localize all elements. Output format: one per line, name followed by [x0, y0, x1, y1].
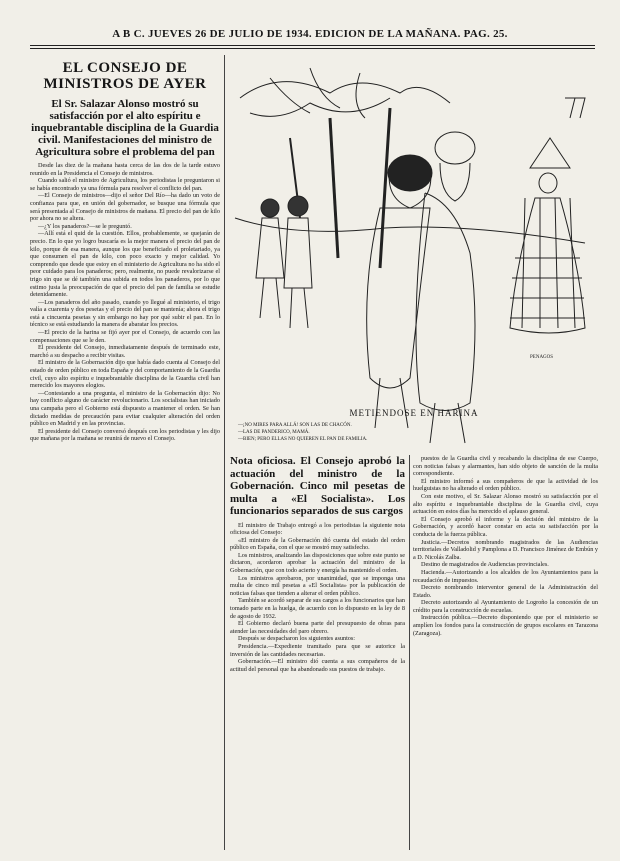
article-paragraph: Decreto autorizando al Ayuntamiento de Logroño la concesión de un crédito para la construcción de escuelas. [413, 599, 598, 614]
article-paragraph: puestos de la Guardia civil y recabando la disciplina de ese Cuerpo, con noticias falsas y alarmantes, han sido objeto de sanción de la multa correspondiente. [413, 455, 598, 478]
article-paragraph: El ministro de Trabajo entregó a los periodistas la siguiente nota oficiosa del Consejo: [230, 521, 405, 537]
article-paragraph: El Gobierno declaró buena parte del presupuesto de obras para atender las necesidades del paro obrero. [230, 620, 405, 635]
article-headline: Nota oficiosa. El Consejo aprobó la actuación del ministro de la Gobernación. Cinco mil pesetas de multa a «El Socialista». Los funcionarios separados de sus cargos [230, 455, 405, 517]
article-paragraph: El presidente del Consejo, inmediatamente después de terminado este, marchó a su despacho a recibir visitas. [30, 344, 220, 359]
cartoon-drawing [230, 58, 598, 453]
article-paragraph: Decreto nombrando interventor general de la Administración del Estado. [413, 584, 598, 599]
caption-line: —BIEN; PERO ELLAS NO QUIEREN EL PAN DE FAMILIA. [238, 437, 368, 442]
article-paragraph: —¿Y los panaderos?—se le preguntó. [38, 222, 132, 230]
article-paragraph: —Allí está el quid de la cuestión. Ellos, probablemente, se quejarán de precio. En lo que yo logro buscaría es la mejor manera el precio del pan de kilo, porque de esa manera, aunque los que beneficiado el proletariado, ya que consumen el pan de kilo, con poco exacto y mejor calidad. Yo comprendo que desde que estoy en el ministerio de Agricultura no ha sido el peor cuidado para los panaderos; pero, realmente, no puede revalorizarse el trigo sin que se dé también una subida en todos los panaderos, por lo que estimo justa la preocupación de que el precio del pan de familia se estudie detenidamente. [30, 230, 220, 299]
article-paragraph: Gobernación.—El ministro dió cuenta a sus compañeros de la actitud del personal que ha abandonado sus puestos de trabajo. [230, 658, 405, 673]
article-paragraph: —Contestando a una pregunta, el ministro de la Gobernación dijo: No hay conflicto alguno de carácter revolucionario. Los socialistas han iniciado una campaña pero el Gobierno está dispuesto a mantener el orden. Se han dictado medidas de precaución para evitar cualquier alteración del orden público en Madrid y en las provincias. [30, 389, 220, 428]
article-body [413, 455, 598, 637]
column-divider [224, 55, 225, 850]
article-paragraph: —Los panaderos del año pasado, cuando yo llegué al ministerio, el trigo valía a cuarenta y dos pesetas y el precio del pan se mantenía; ahora el trigo está a cincuenta pesetas y sin embargo no hay por qué subir el pan. En lo técnico se está estudiando la manera de abaratar los precios. [30, 298, 220, 329]
cartoon-title: METIENDOSE EN HARINA [349, 408, 479, 418]
article-nota-oficiosa [230, 455, 405, 850]
article-paragraph: El ministro informó a sus compañeros de que la actividad de los huelguistas no ha alterado el orden público. [413, 477, 598, 493]
article-paragraph: El Consejo aprobó el informe y la decisión del ministro de la Gobernación, y acordó hacer constar en acta su satisfacción por la conducta de la fuerza pública. [413, 515, 598, 538]
cartoon-caption [238, 422, 598, 443]
caption-line: —LAS DE PANDERICO, MAMÁ. [238, 430, 310, 435]
artist-signature: PENAGOS [530, 355, 554, 360]
article-paragraph: También se acordó separar de sus cargos a los funcionarios que han tomado parte en la huelga, de acuerdo con lo dispuesto en la ley de 8 de agosto de 1932. [230, 597, 405, 620]
article-body [30, 162, 220, 443]
article-paragraph: Después se despacharon los siguientes asuntos: [238, 635, 356, 643]
caption-line: —¡NO MIRES PARA ALLÁ! SON LAS DE CHACÓN. [238, 423, 352, 428]
article-paragraph: —El Consejo de ministros—dijo el señor Del Río—ha dado un voto de confianza para que, en unión del gobernador, se busque una fórmula que será presentada al Consejo de ministros de mañana. El precio del pan de kilo por ahora no se altera. [30, 192, 220, 223]
article-paragraph: Con este motivo, el Sr. Salazar Alonso mostró su satisfacción por el alto espíritu e inquebrantable disciplina de la Guardia civil, cuya actuación en estos días ha merecido el aplauso general. [413, 492, 598, 516]
article-paragraph: El ministro de la Gobernación dijo que había dado cuenta al Consejo del estado de orden público en toda España y del comportamiento de la Guardia civil, cuyo alto espíritu e inquebrantable disciplina de la Guardia civil han merecido los mayores elogios. [30, 359, 220, 390]
article-paragraph: Los ministros, analizando las disposiciones que sobre este punto se dictaron, acordaron aprobar la actuación del ministro de la Gobernación, que con todo acierto y energía ha mantenido el orden. [230, 551, 405, 575]
article-paragraph: El presidente del Consejo conversó después con los periodistas y les dijo que mañana por la mañana se reunirá de nuevo el Consejo. [30, 427, 220, 443]
header-rule [30, 45, 595, 46]
article-paragraph: Presidencia.—Expediente tramitado para que se autorice la inversión de las cantidades necesarias. [230, 643, 405, 658]
article-headline: EL CONSEJO DE MINISTROS DE AYER [43, 60, 207, 92]
article-paragraph: Hacienda.—Autorizando a los alcaldes de los Ayuntamientos para la recaudación de impuestos. [413, 568, 598, 584]
article-body [230, 522, 405, 674]
article-continuation [413, 455, 598, 850]
article-paragraph: Desde las diez de la mañana hasta cerca de las dos de la tarde estuvo reunido en la Presidencia el Consejo de ministros. [30, 162, 220, 177]
article-paragraph: Justicia.—Decretos nombrando magistrados de las Audiencias territoriales de Valladolid y Pamplona a D. Francisco Jiménez de Embún y a D. Nicolás Zalba. [413, 538, 598, 561]
article-paragraph: Instrucción pública.—Decreto disponiendo que por el ministerio se amplíen los fondos para la construcción de grupos escolares en Tarazona (Zaragoza). [413, 614, 598, 637]
article-paragraph: Los ministros aprobaron, por unanimidad, que se imponga una multa de cinco mil pesetas a «El Socialista» por la publicación de noticias falsas que tienden a alterar el orden público. [230, 574, 405, 597]
column-divider [409, 455, 410, 850]
article-paragraph: Destino de magistrados de Audiencias provinciales. [421, 561, 549, 569]
article-paragraph: Cuando salió el ministro de Agricultura, los periodistas le preguntaron si se había encontrado ya una fórmula para resolver el conflicto del pan. [30, 177, 220, 192]
header-rule-2 [30, 48, 595, 49]
cartoon-illustration [230, 58, 598, 453]
article-subheadline: El Sr. Salazar Alonso mostró su satisfacción por el alto espíritu e inquebrantable disciplina de la Guardia civil. Manifestaciones del ministro de Agricultura sobre el problema del pan [31, 98, 219, 158]
article-consejo [30, 58, 220, 848]
page-header: A B C. JUEVES 26 DE JULIO DE 1934. EDICION DE LA MAÑANA. PAG. 25. [112, 28, 508, 40]
article-paragraph: —El precio de la harina se fijó ayer por el Consejo, de acuerdo con las compensaciones que se le den. [30, 329, 220, 344]
article-paragraph: «El ministro de la Gobernación dió cuenta del estado del orden público en España, con el que se mostró muy satisfecho. [230, 536, 405, 552]
